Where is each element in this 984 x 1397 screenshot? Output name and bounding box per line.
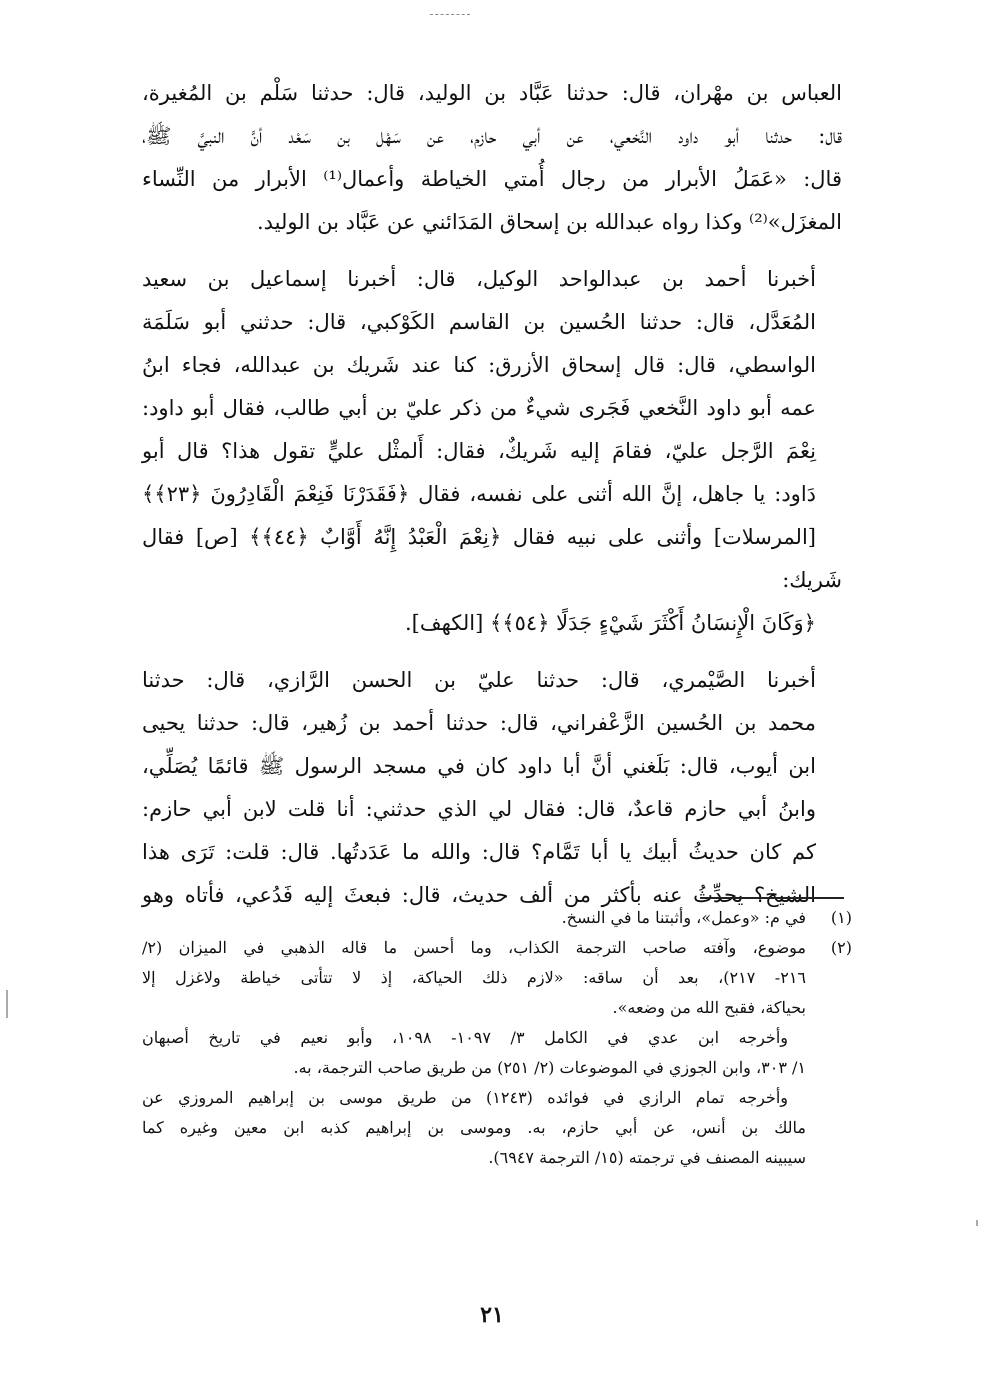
footnote-1 bbox=[142, 903, 852, 933]
paragraph-1 bbox=[142, 72, 842, 244]
text-line: المُعَدَّل، قال: حدثنا الحُسين بن القاسم الكَوْكبي، قال: حدثني أبو سَلَمَة bbox=[142, 310, 816, 334]
footnotes bbox=[142, 903, 852, 1173]
text-line: أخبرنا الصَّيْمري، قال: حدثنا عليّ بن الحسن الرَّازي، قال: حدثنا bbox=[142, 668, 816, 692]
footnote-line: ٢١٦- ٢١٧)، بعد أن ساقه: «لازم ذلك الحياكة، إذ لا تتأتى خياطة ولاغزل إلا bbox=[142, 968, 806, 987]
paragraph-3 bbox=[142, 659, 842, 917]
scan-mark bbox=[6, 990, 8, 1018]
text-line: الشيخ؟ يحدِّثُ عنه بأكثر من ألف حديث، قال: فبعثَ إليه فَدُعي، فأتاه وهو bbox=[142, 883, 816, 907]
text-line: قال: حدثنا أبو داود النَّخعي، عن أبي حازم، عن سَهْل بن سَعْد أنَّ النبيَّ ﷺ، bbox=[142, 124, 842, 148]
footnote-line: مالك بن أنس، عن أبي حازم، به. وموسى بن إبراهيم كذبه ابن معين وغيره كما bbox=[142, 1118, 806, 1137]
footnote-line: وأخرجه تمام الرازي في فوائده (١٢٤٣) من طريق موسى بن إبراهيم المروزي عن bbox=[142, 1088, 788, 1107]
text-line: ابن أيوب، قال: بَلَغني أنَّ أبا داود كان في مسجد الرسول ﷺ قائمًا يُصَلِّي، bbox=[142, 754, 816, 778]
footnote-separator bbox=[700, 897, 844, 899]
footnote-line: سيبينه المصنف في ترجمته (١٥/ الترجمة ٦٩٤٧). bbox=[488, 1148, 806, 1167]
text-line: المغزَل»⁽²⁾ وكذا رواه عبدالله بن إسحاق المَدَائني عن عَبَّاد بن الوليد. bbox=[256, 210, 842, 234]
footnote-line: موضوع، وآفته صاحب الترجمة الكذاب، وما أحسن ما قاله الذهبي في الميزان (٢/ bbox=[142, 938, 806, 957]
footnote-continuation bbox=[142, 1023, 852, 1173]
text-line: أخبرنا أحمد بن عبدالواحد الوكيل، قال: أخبرنا إسماعيل بن سعيد bbox=[142, 267, 816, 291]
scan-mark bbox=[976, 1220, 978, 1226]
text-line: وابنُ أبي حازم قاعدٌ، قال: فقال لي الذي حدثني: أنا قلت لابن أبي حازم: bbox=[142, 797, 816, 821]
text-line: الواسطي، قال: قال إسحاق الأزرق: كنا عند شَريك بن عبدالله، فجاء ابنُ bbox=[142, 353, 816, 377]
footnote-line: ١/ ٣٠٣، وابن الجوزي في الموضوعات (٢/ ٢٥١) من طريق صاحب الترجمة، به. bbox=[293, 1058, 806, 1077]
text-line: ﴿وَكَانَ الْإِنسَانُ أَكْثَرَ شَيْءٍ جَدَلًا ﴿٥٤﴾﴾ [الكهف]. bbox=[404, 611, 816, 635]
text-line: قال: «عَمَلُ الأبرار من رجال أُمتي الخياطة وأعمال⁽¹⁾ الأبرار من النِّساء bbox=[142, 167, 842, 191]
footnote-number: (١) bbox=[830, 908, 852, 927]
text-line: [المرسلات] وأثنى على نبيه فقال ﴿نِعْمَ الْعَبْدُ إِنَّهُ أَوَّابٌ ﴿٤٤﴾﴾ [ص] فقال شَريك: bbox=[142, 525, 842, 592]
footnote-number: (٢) bbox=[830, 938, 852, 957]
footnote-line: وأخرجه ابن عدي في الكامل ٣/ ١٠٩٧- ١٠٩٨، وأبو نعيم في تاريخ أصبهان bbox=[142, 1028, 788, 1047]
text-line: دَاود: يا جاهل، إنَّ الله أثنى على نفسه، فقال ﴿فَقَدَرْنَا فَنِعْمَ الْقَادِرُونَ ﴿٢٣﴾﴾ bbox=[142, 482, 816, 506]
text-line: نِعْمَ الرَّجل عليّ، فقامَ إليه شَريكٌ، فقال: أَلمثْل عليٍّ تقول هذا؟ قال أبو bbox=[142, 439, 816, 463]
text-line: كم كان حديثُ أبيك يا أبا تَمَّام؟ قال: والله ما عَدَدتُها. قال: قلت: تَرَى هذا bbox=[142, 840, 816, 864]
text-line: العباس بن مهْران، قال: حدثنا عَبَّاد بن الوليد، قال: حدثنا سَلْم بن المُغيرة، bbox=[142, 81, 842, 105]
footnote-line: بحياكة، فقبح الله من وضعه». bbox=[612, 998, 806, 1017]
text-line: محمد بن الحُسين الزَّعْفراني، قال: حدثنا أحمد بن زُهير، قال: حدثنا يحيى bbox=[142, 711, 816, 735]
footnote-2 bbox=[142, 933, 852, 1023]
paragraph-2 bbox=[142, 258, 842, 645]
text-line: عمه أبو داود النَّخعي فَجَرى شيءٌ من ذكر عليّ بن أبي طالب، فقال أبو داود: bbox=[142, 396, 816, 420]
top-crop-mark bbox=[430, 0, 470, 15]
page-number: ٢١ bbox=[480, 1302, 504, 1328]
main-text bbox=[142, 72, 842, 931]
footnote-line: في م: «وعمل»، وأثبتنا ما في النسخ. bbox=[561, 908, 806, 927]
footnote-body bbox=[142, 903, 806, 933]
footnote-body bbox=[142, 933, 806, 1023]
